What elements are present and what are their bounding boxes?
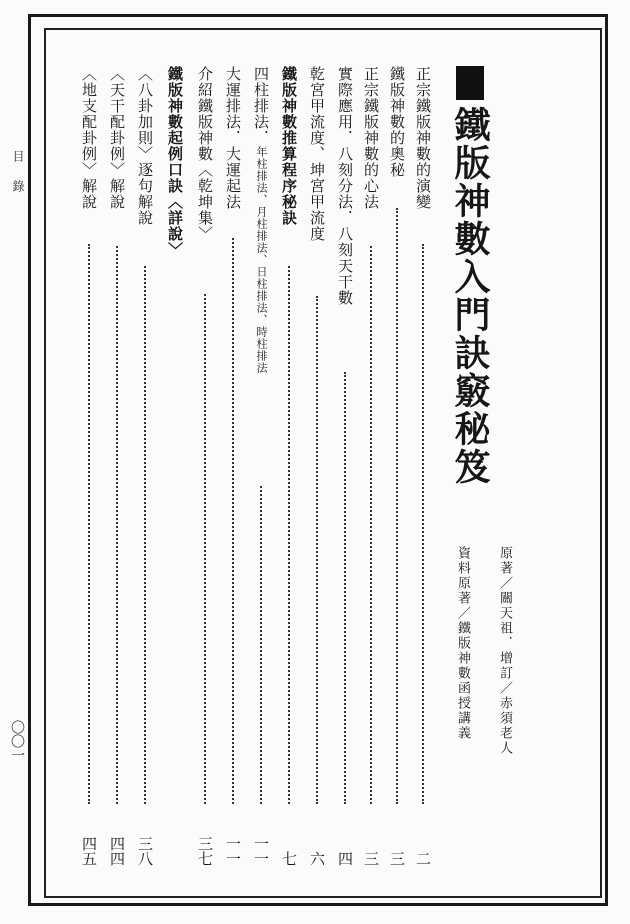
toc-entry-page: 四四 — [108, 836, 126, 866]
toc-entry[interactable] — [334, 66, 356, 866]
side-label-lu: 錄 — [11, 180, 25, 192]
toc-leader-dots — [288, 266, 290, 804]
toc-entry-title: 實際應用．八刻分法．八刻天干數 — [336, 66, 354, 306]
toc-leader-dots — [396, 208, 398, 804]
toc-entry[interactable] — [412, 66, 434, 866]
toc-entry-title: 〈八卦加則〉逐句解說 — [136, 66, 154, 226]
toc-leader-dots — [88, 244, 90, 804]
toc-leader-dots — [422, 244, 424, 804]
toc-entry[interactable] — [106, 66, 128, 866]
credit-source: 資料原著／鐵版神數函授講義 — [455, 546, 470, 741]
toc-entry[interactable] — [78, 66, 100, 866]
toc-entry-page: 四五 — [80, 836, 98, 866]
toc-entry-title-main: 四柱排法． — [252, 66, 270, 146]
credit-author: 原著／關天祖．增訂／赤須老人 — [497, 546, 512, 756]
book-title-text: 鐵版神數入門訣竅秘笈 — [449, 106, 491, 486]
toc-leader-dots — [144, 266, 146, 804]
toc-leader-dots — [116, 246, 118, 804]
toc-entry[interactable] — [278, 66, 300, 866]
toc-entry-page: 二 — [414, 851, 432, 866]
title-block-mark — [456, 66, 484, 100]
toc-leader-dots — [260, 486, 262, 804]
toc-leader-dots — [344, 372, 346, 804]
toc-entry-title: 〈天干配卦例〉解說 — [108, 66, 126, 210]
toc-entry-page: 三 — [362, 851, 380, 866]
toc-entry-title: 正宗鐵版神數的心法 — [362, 66, 380, 210]
book-title — [450, 66, 490, 486]
toc-leader-dots — [204, 294, 206, 804]
toc-entry-page: 三七 — [196, 836, 214, 866]
toc-leader-dots — [316, 296, 318, 804]
toc-entry[interactable] — [134, 66, 156, 866]
toc-entry[interactable] — [164, 66, 186, 866]
toc-entry[interactable] — [306, 66, 328, 866]
toc-entry-title-sub: 年柱排法、月柱排法、日柱排法、時柱排法 — [255, 146, 268, 374]
toc-entry-title — [250, 66, 272, 374]
toc-entry[interactable] — [222, 66, 244, 866]
side-page-number: 〇〇一 — [9, 720, 25, 762]
toc-entry-title: 鐵版神數的奧秘 — [388, 66, 406, 178]
side-label-mu: 目 — [11, 150, 25, 162]
toc-entry-title: 鐵版神數推算程序秘訣 — [280, 66, 298, 226]
toc-entry-title: 乾宮甲流度、坤宮甲流度 — [308, 66, 326, 242]
toc-entry-title: 鐵版神數起例口訣〈詳說〉 — [166, 66, 184, 258]
toc-leader-dots — [232, 238, 234, 804]
toc-entry[interactable] — [194, 66, 216, 866]
toc-entry-title: 介紹鐵版神數〈乾坤集〉 — [196, 66, 214, 242]
toc-entry-page: 一一 — [252, 836, 270, 866]
toc-entry-page: 四 — [336, 851, 354, 866]
toc-entry-page: 一一 — [224, 836, 242, 866]
toc-entry-title: 〈地支配卦例〉解說 — [80, 66, 98, 210]
toc-entry-page: 三八 — [136, 836, 154, 866]
toc-entry[interactable] — [360, 66, 382, 866]
toc-entry-page: 七 — [280, 851, 298, 866]
toc-entry-title: 正宗鐵版神數的演變 — [414, 66, 432, 210]
toc-entry-page: 三 — [388, 851, 406, 866]
toc-leader-dots — [370, 246, 372, 804]
toc-entry-title: 大運排法．大運起法 — [224, 66, 242, 210]
toc-entry[interactable] — [386, 66, 408, 866]
toc-entry[interactable] — [250, 66, 272, 866]
toc-entry-page: 六 — [308, 851, 326, 866]
